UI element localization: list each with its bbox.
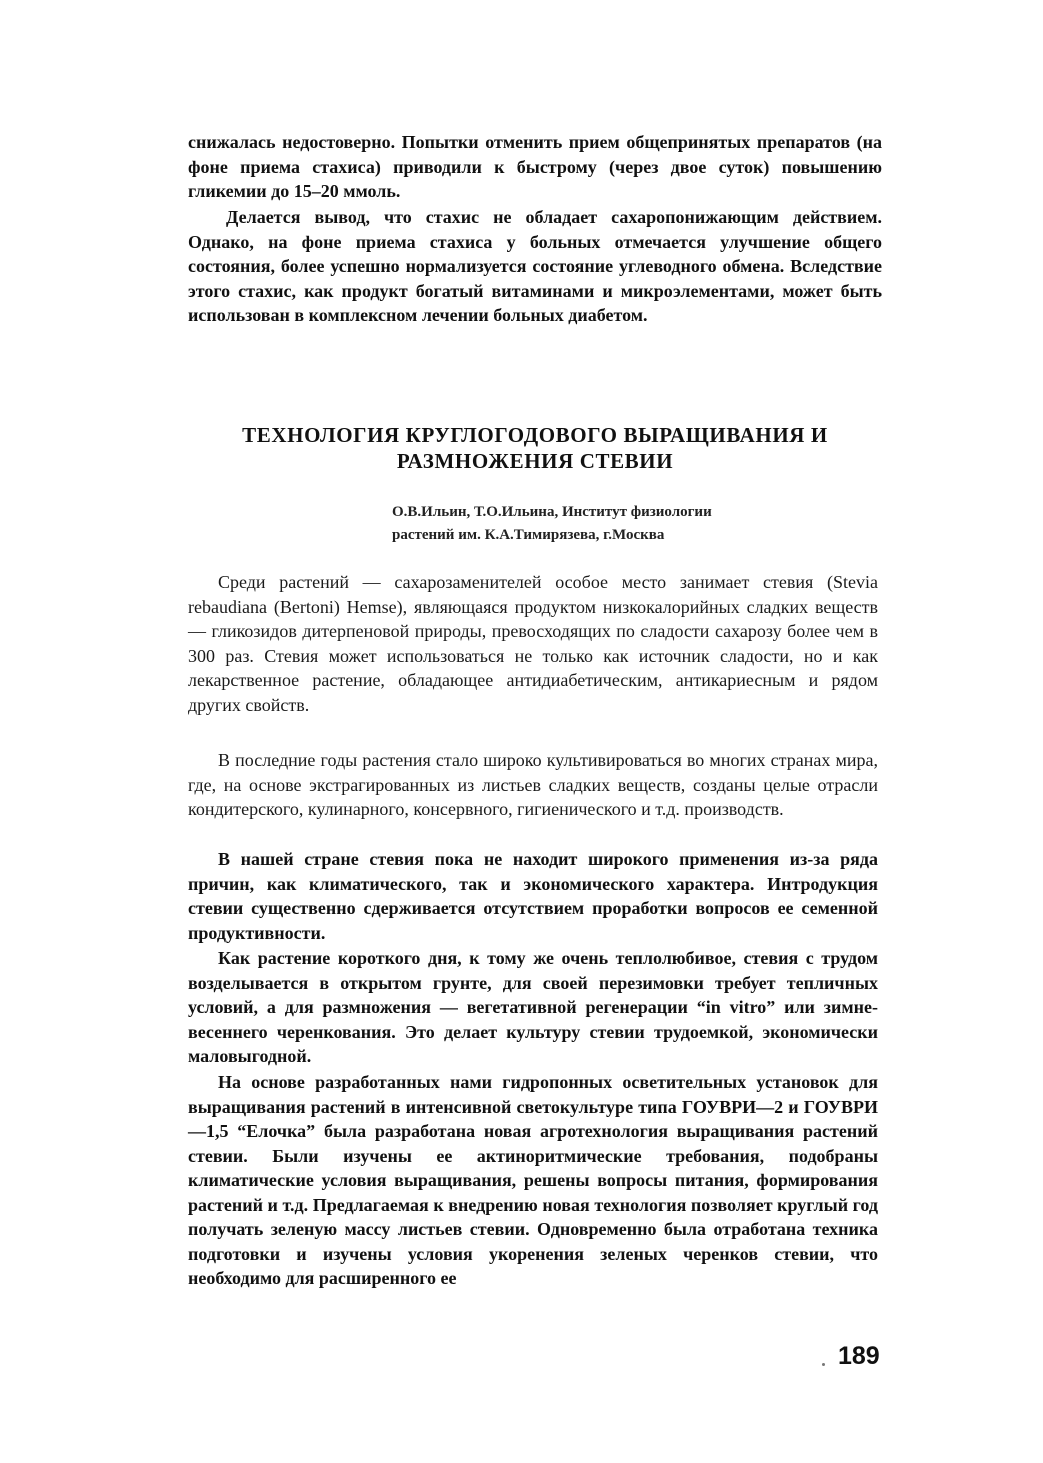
paragraph-conclusion: Делается вывод, что стахис не обладает сахаропонижающим действием. Однако, на фоне приема стахиса у больных отмечается улучшение общего состояния, более успешно нормализуется состояние углеводного обмена. Вследствие этого стахис, как продукт богатый витаминами и микроэлементами, может быть использован в комплексном лечении больных диабетом. <box>188 207 882 325</box>
scan-speck <box>822 1363 825 1366</box>
article-title-line-1: ТЕХНОЛОГИЯ КРУГЛОГОДОВОГО ВЫРАЩИВАНИЯ И <box>242 423 828 447</box>
article-paragraph-5: На основе разработанных нами гидропонных осветительных установок для выращивания растений в интенсивной светокультуре типа ГОУВРИ—2 и ГОУВРИ—1,5 “Елочка” была разработана новая агротехнология выращивания растений стевии. Были изучены ее актиноритмические требования, подобраны климатические условия выращивания, решены вопросы питания, формирования растений и т.д. Предлагаемая к внедрению новая технология позволяет круглый год получать зеленую массу листьев стевии. Одновременно была отработана техника подготовки и изучены условия укоренения зеленых черенков стевии, что необходимо для расширенного ее <box>188 1072 878 1288</box>
authors-line-1: О.В.Ильин, Т.О.Ильина, Институт физиологии <box>392 504 712 520</box>
article-title-line-2: РАЗМНОЖЕНИЯ СТЕВИИ <box>396 449 674 473</box>
article-paragraph-1: Среди растений — сахарозаменителей особое место занимает стевия (Stevia rebaudiana (Bertoni) Hemse), являющаяся продуктом низкокалорийных сладких веществ — гликозидов дитерпеновой природы, превосходящих по сладости сахарозу более чем в 300 раз. Стевия может использоваться не только как источник сладости, но и как лекарственное растение, обладающее антидиабетическим, антикариесным и рядом других свойств. <box>188 572 878 715</box>
article-paragraph-2: В последние годы растения стало широко культивироваться во многих странах мира, где, на основе экстрагированных из листьев сладких веществ, созданы целые отрасли кондитерского, кулинарного, консервного, гигиенического и т.д. производств. <box>188 750 878 819</box>
page-number: 189 <box>838 1342 880 1370</box>
article-authors <box>392 501 852 547</box>
authors-line-2: растений им. К.А.Тимирязева, г.Москва <box>392 527 665 543</box>
paragraph-continuation: снижалась недостоверно. Попытки отменить прием общепринятых препаратов (на фоне приема стахиса) приводили к быстрому (через двое суток) повышению гликемии до 15–20 ммоль. <box>188 132 882 201</box>
article-paragraph-4: Как растение короткого дня, к тому же очень теплолюбивое, стевия с трудом возделывается в открытом грунте, для своей перезимовки требует тепличных условий, а для размножения — вегетативной регенерации “in vitro” или зимне-весеннего черенкования. Это делает культуру стевии трудоемкой, экономически маловыгодной. <box>188 948 878 1066</box>
article-paragraph-3: В нашей стране стевия пока не находит широкого применения из-за ряда причин, как климатического, так и экономического характера. Интродукция стевии существенно сдерживается отсутствием проработки вопросов ее семенной продуктивности. <box>188 849 878 943</box>
article-title <box>195 422 875 474</box>
